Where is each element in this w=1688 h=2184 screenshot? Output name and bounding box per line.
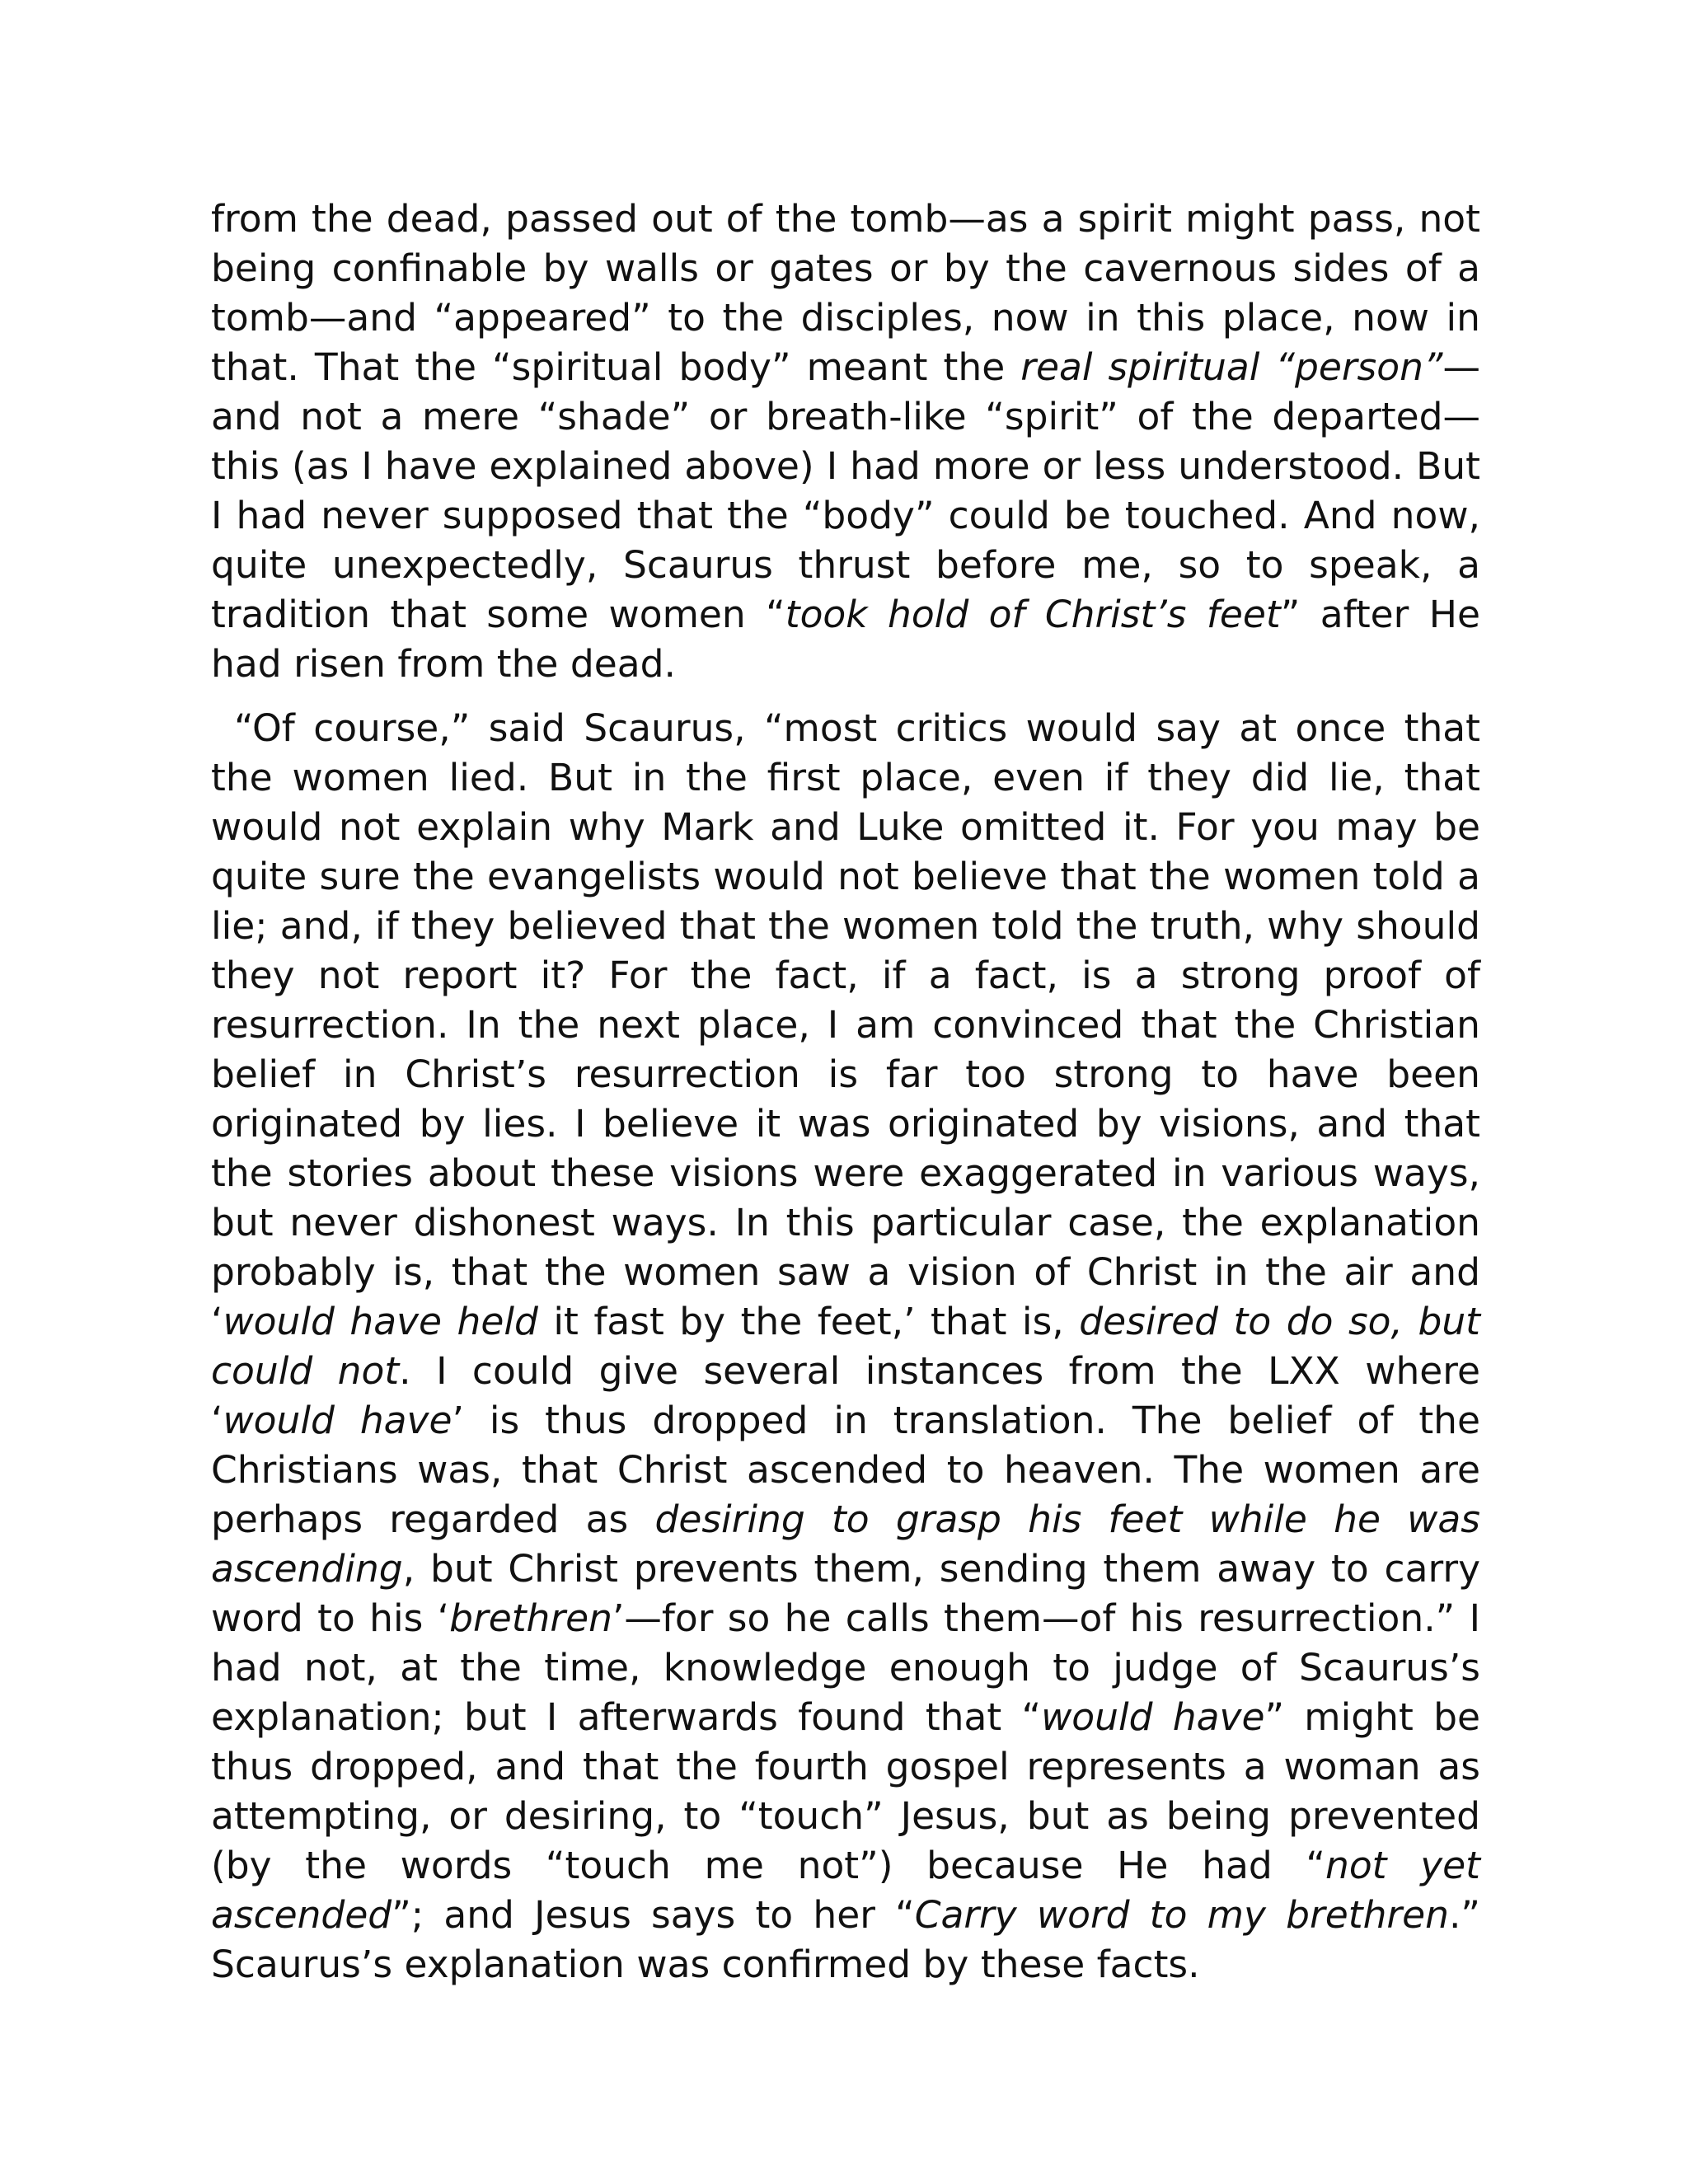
- paragraph-1: [211, 194, 1480, 689]
- text-run: it fast by the feet,’ that is,: [537, 1300, 1080, 1343]
- text-run: —and not a mere “shade” or breath-like “spirit” of the departed—this (as I have explained above) I had more or less understood. But I had never supposed that the “body” could be touched. And now, quite unexpectedly, Scaurus thrust before me, so to speak, a tradition that some women “: [211, 345, 1480, 636]
- text-run: ’—for so he calls them—of his resurrection.” I had not, at the time, knowledge enough to judge of Scaurus’s explanation; but I afterwards found that “: [211, 1596, 1480, 1739]
- paragraph-2: [211, 704, 1480, 1990]
- italic-text-run: brethren: [449, 1596, 612, 1640]
- text-run: ” after He had risen from the dead.: [211, 593, 1480, 686]
- italic-text-run: would have held: [223, 1300, 538, 1343]
- italic-text-run: Carry word to my brethren: [914, 1893, 1449, 1937]
- page-body: [211, 194, 1480, 1990]
- text-run: . I could give several instances from the LXX where ‘: [211, 1349, 1480, 1442]
- text-run: “Of course,” said Scaurus, “most critics would say at once that the women lied. But in the first place, even if they did lie, that would not explain why Mark and Luke omitted it. For you may be quite sure the evangelists would not believe that the women told a lie; and, if they believed that the women told the truth, why should they not report it? For the fact, if a fact, is a strong proof of resurrection. In the next place, I am convinced that the Christian belief in Christ’s resurrection is far too strong to have been originated by lies. I believe it was originated by visions, and that the stories about these visions were exaggerated in various ways, but never dishonest ways. In this particular case, the explanation probably is, that the women saw a vision of Christ in the air and ‘: [211, 706, 1480, 1343]
- text-run: , but Christ prevents them, sending them away to carry word to his ‘: [211, 1547, 1480, 1640]
- italic-text-run: took hold of Christ’s feet: [785, 593, 1281, 636]
- text-run: ”; and Jesus says to her “: [392, 1893, 915, 1937]
- italic-text-run: real spiritual “person”: [1020, 345, 1443, 389]
- italic-text-run: would have: [1041, 1695, 1265, 1739]
- italic-text-run: desired to do so, but could not: [211, 1300, 1481, 1393]
- italic-text-run: not yet ascended: [211, 1844, 1480, 1937]
- text-run: .” Scaurus’s explanation was confirmed by these facts.: [211, 1893, 1480, 1986]
- text-run: ” might be thus dropped, and that the fourth gospel represents a woman as attempting, or desiring, to “touch” Jesus, but as being prevented (by the words “touch me not”) because He had “: [211, 1695, 1480, 1887]
- italic-text-run: would have: [223, 1399, 452, 1442]
- italic-text-run: desiring to grasp his feet while he was ascending: [211, 1497, 1480, 1591]
- text-run: ’ is thus dropped in translation. The belief of the Christians was, that Christ ascended to heaven. The women are perhaps regarded as: [211, 1399, 1480, 1541]
- text-run: from the dead, passed out of the tomb—as a spirit might pass, not being confinable by walls or gates or by the cavernous sides of a tomb—and “appeared” to the disciples, now in this place, now in that. That the “spiritual body” meant the: [211, 197, 1480, 389]
